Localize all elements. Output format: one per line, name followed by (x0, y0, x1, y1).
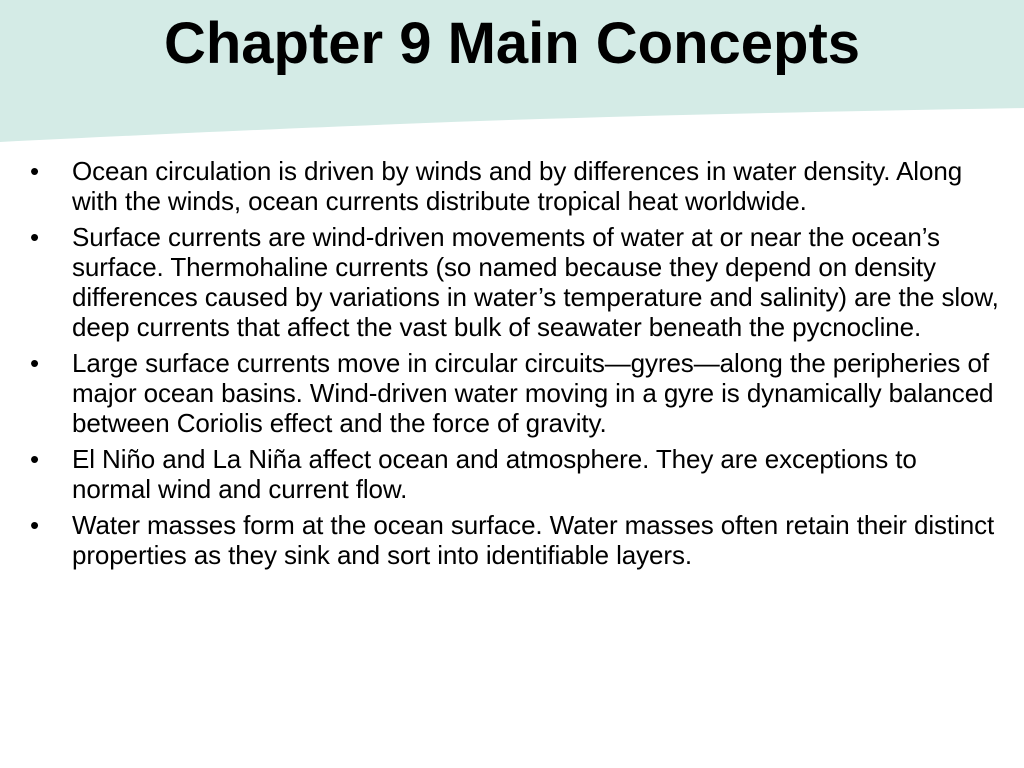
bullet-item-1 (30, 156, 1000, 216)
bullet-item-5 (30, 510, 1000, 570)
bullet-text: Surface currents are wind-driven movements of water at or near the ocean’s surface. Thermohaline currents (so named because they depend on density differences caused by variations in water’s temperature and salinity) are the slow, deep currents that affect the vast bulk of seawater beneath the pycnocline. (72, 222, 999, 342)
bullet-list (30, 156, 1000, 576)
bullet-marker: • (30, 222, 40, 252)
bullet-marker: • (30, 444, 40, 474)
bullet-text: Water masses form at the ocean surface. Water masses often retain their distinct properties as they sink and sort into identifiable layers. (72, 510, 995, 570)
bullet-item-4 (30, 444, 1000, 504)
bullet-text: Ocean circulation is driven by winds and by differences in water density. Along with the winds, ocean currents distribute tropical heat worldwide. (72, 156, 963, 216)
bullet-item-3 (30, 348, 1000, 438)
bullet-marker: • (30, 348, 40, 378)
bullet-marker: • (30, 156, 40, 186)
bullet-item-2 (30, 222, 1000, 342)
slide-title: Chapter 9 Main Concepts (163, 11, 861, 76)
bullet-text: Large surface currents move in circular circuits—gyres—along the peripheries of major ocean basins. Wind-driven water moving in a gyre is dynamically balanced between Coriolis effect and the force of gravity. (72, 348, 994, 438)
bullet-marker: • (30, 510, 40, 540)
bullet-text: El Niño and La Niña affect ocean and atmosphere. They are exceptions to normal wind and current flow. (72, 444, 917, 504)
